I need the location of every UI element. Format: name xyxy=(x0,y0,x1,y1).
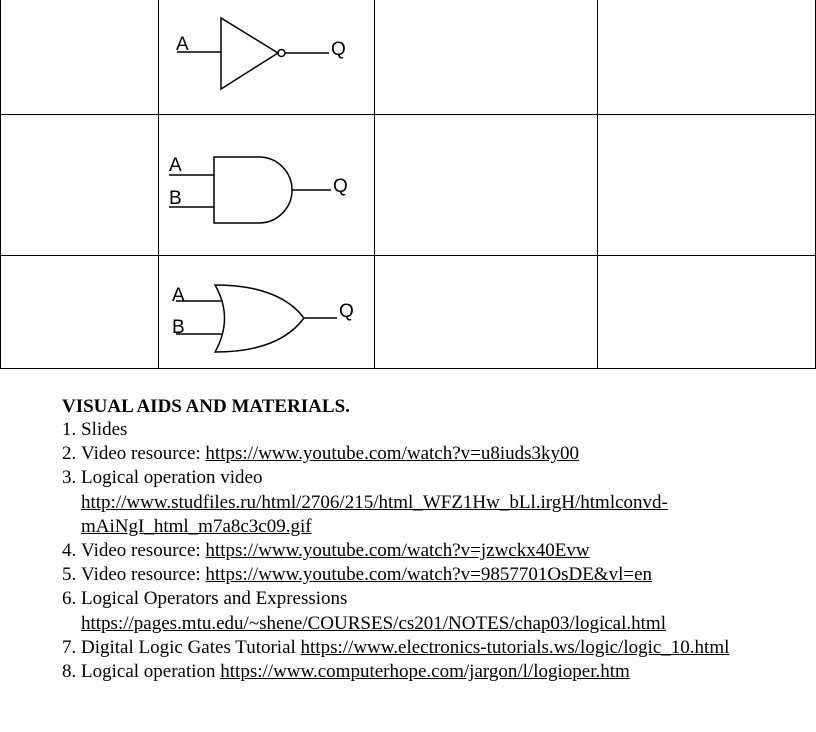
and-gate-symbol xyxy=(159,115,374,255)
item-text: Logical operation video xyxy=(81,467,263,489)
resource-link[interactable]: https://pages.mtu.edu/~shene/COURSES/cs201/NOTES/chap03/logical.html xyxy=(81,612,666,634)
table-row-or xyxy=(1,256,816,369)
not-gate-cell xyxy=(159,0,374,115)
table-cell-empty xyxy=(1,115,159,256)
table-cell-empty xyxy=(1,256,159,369)
and-output-label: Q xyxy=(333,176,349,197)
resource-link[interactable]: https://www.electronics-tutorials.ws/logic/logic_10.html xyxy=(300,636,730,658)
list-item xyxy=(81,539,816,563)
not-input-label: A xyxy=(176,34,190,55)
table-cell-empty xyxy=(374,115,597,256)
list-item xyxy=(81,442,816,466)
resource-link[interactable]: https://www.youtube.com/watch?v=jzwckx40Evw xyxy=(205,540,590,562)
and-input-b-label: B xyxy=(169,188,183,209)
list-item xyxy=(81,587,816,635)
list-item xyxy=(81,563,816,587)
item-text: Video resource: xyxy=(81,443,206,465)
table-cell-empty xyxy=(597,115,815,256)
resource-link[interactable]: https://www.computerhope.com/jargon/l/logioper.htm xyxy=(220,661,630,683)
resource-link[interactable]: https://www.youtube.com/watch?v=u8iuds3ky00 xyxy=(205,443,580,465)
resource-link[interactable]: https://www.youtube.com/watch?v=9857701OsDE&vl=en xyxy=(205,564,653,586)
item-text: Digital Logic Gates Tutorial xyxy=(81,636,301,658)
table-cell-empty xyxy=(1,0,159,115)
item-text: Slides xyxy=(81,419,128,440)
section-title: VISUAL AIDS AND MATERIALS. xyxy=(62,396,350,417)
or-input-a-label: A xyxy=(172,285,186,306)
resource-link[interactable]: http://www.studfiles.ru/html/2706/215/html_WFZ1Hw_bLl.irgH/htmlconvd-mAiNgI_html_m7a8c3c09.gif xyxy=(81,491,668,537)
or-output-label: Q xyxy=(339,301,355,322)
or-input-b-label: B xyxy=(172,317,186,338)
table-row-not xyxy=(1,0,816,115)
not-output-label: Q xyxy=(331,39,347,60)
list-item xyxy=(81,466,816,539)
and-input-a-label: A xyxy=(169,155,183,176)
item-text: Logical Operators and Expressions xyxy=(81,588,348,610)
item-text: Video resource: xyxy=(81,564,206,586)
list-item xyxy=(81,660,816,684)
not-gate-symbol xyxy=(159,0,374,114)
table-cell-empty xyxy=(374,0,597,115)
and-gate-cell xyxy=(159,115,374,256)
materials-list xyxy=(0,418,816,684)
or-gate-symbol xyxy=(159,256,374,368)
table-cell-empty xyxy=(374,256,597,369)
table-cell-empty xyxy=(597,0,815,115)
list-item xyxy=(81,636,816,660)
item-text: Video resource: xyxy=(81,540,206,562)
list-item xyxy=(81,418,816,442)
table-cell-empty xyxy=(597,256,815,369)
or-gate-cell xyxy=(159,256,374,369)
table-row-and xyxy=(1,115,816,256)
item-text: Logical operation xyxy=(81,661,221,683)
